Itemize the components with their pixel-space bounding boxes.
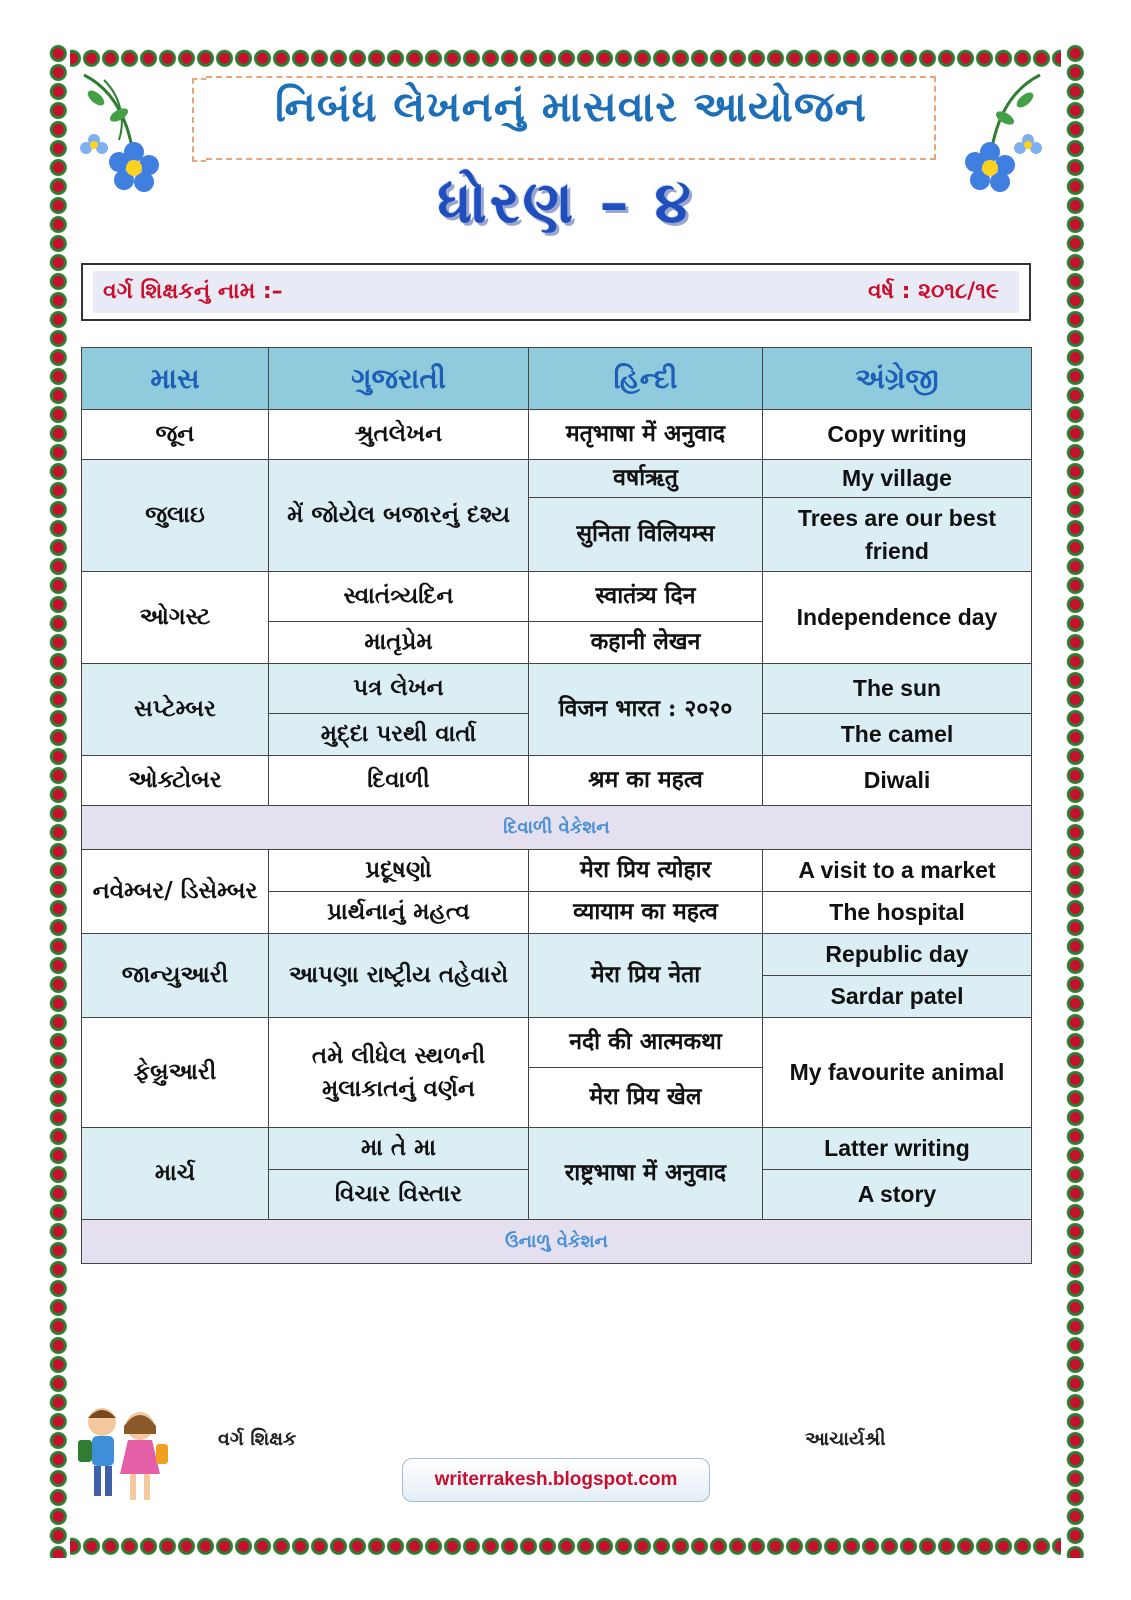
english-topic: Copy writing [763, 410, 1032, 460]
month-cell: ઓગસ્ટ [82, 572, 269, 664]
hindi-topic: विजन भारत : २०२० [529, 664, 763, 756]
hindi-topic: मतृभाषा में अनुवाद [529, 410, 763, 460]
month-cell: માર્ચ [82, 1128, 269, 1220]
table-header-row [82, 348, 1032, 410]
english-topic: Latter writing [763, 1128, 1032, 1170]
gujarati-topic: માતૃપ્રેમ [269, 622, 529, 664]
gujarati-topic: આપણા રાષ્ટ્રીય તહેવારો [269, 934, 529, 1018]
month-cell: નવેમ્બર/ ડિસેમ્બર [82, 850, 269, 934]
year-label: વર્ષ : ૨૦૧૮/૧૯ [868, 279, 999, 304]
info-bar-inner [93, 271, 1019, 313]
table-row [82, 460, 1032, 498]
table-row [82, 1018, 1032, 1068]
decorative-border-right [1061, 44, 1087, 1558]
hindi-topic: कहानी लेखन [529, 622, 763, 664]
decorative-border-bottom [44, 1532, 1087, 1558]
gujarati-topic: પ્રાર્થનાનું મહત્વ [269, 892, 529, 934]
table-row [82, 410, 1032, 460]
english-topic: Sardar patel [763, 976, 1032, 1018]
english-topic: The hospital [763, 892, 1032, 934]
hindi-topic: सुनिता विलियम्स [529, 498, 763, 572]
english-topic: Diwali [763, 756, 1032, 806]
vacation-row [82, 806, 1032, 850]
english-topic: The sun [763, 664, 1032, 714]
summer-vacation-label: ઉનાળુ વેકેશન [82, 1220, 1032, 1264]
info-bar [81, 263, 1031, 321]
title-bracket [192, 78, 206, 162]
blog-link[interactable]: writerrakesh.blogspot.com [402, 1458, 710, 1502]
hindi-topic: मेरा प्रिय नेता [529, 934, 763, 1018]
table-row [82, 934, 1032, 976]
gujarati-topic: મેં જોયેલ બજારનું દશ્ય [269, 460, 529, 572]
teacher-name-label: વર્ગ શિક્ષકનું નામ :– [103, 279, 283, 304]
english-topic: The camel [763, 714, 1032, 756]
hindi-topic: राष्ट्रभाषा में अनुवाद [529, 1128, 763, 1220]
hindi-topic: स्वातंत्र्य दिन [529, 572, 763, 622]
vacation-row [82, 1220, 1032, 1264]
month-cell: ફેબ્રુઆરી [82, 1018, 269, 1128]
hindi-topic: वर्षाऋतु [529, 460, 763, 498]
gujarati-topic: પ્રદૂષણો [269, 850, 529, 892]
table-row [82, 1128, 1032, 1170]
english-topic: My favourite animal [763, 1018, 1032, 1128]
standard-title: ધોરણ – ૪ [437, 168, 694, 236]
month-cell: ઓક્ટોબર [82, 756, 269, 806]
class-teacher-signature: વર્ગ શિક્ષક [218, 1428, 297, 1450]
table-row [82, 664, 1032, 714]
children-illustration-icon [72, 1400, 172, 1510]
header-english: અંગ્રેજી [763, 348, 1032, 410]
hindi-topic: व्यायाम का महत्व [529, 892, 763, 934]
diwali-vacation-label: દિવાળી વેકેશન [82, 806, 1032, 850]
english-topic: My village [763, 460, 1032, 498]
header-gujarati: ગુજરાતી [269, 348, 529, 410]
month-cell: જાન્યુઆરી [82, 934, 269, 1018]
hindi-topic: नदी की आत्मकथा [529, 1018, 763, 1068]
gujarati-topic: મુદ્દા પરથી વાર્તા [269, 714, 529, 756]
english-topic: A story [763, 1170, 1032, 1220]
gujarati-topic: શ્રુતલેખન [269, 410, 529, 460]
header-hindi: હિન્દી [529, 348, 763, 410]
hindi-topic: मेरा प्रिय त्योहार [529, 850, 763, 892]
english-topic: A visit to a market [763, 850, 1032, 892]
title-box [206, 76, 936, 160]
hindi-topic: मेरा प्रिय खेल [529, 1068, 763, 1128]
gujarati-topic: તમે લીધેલ સ્થળની મુલાકાતનું વર્ણન [269, 1018, 529, 1128]
decorative-border-top [44, 44, 1087, 70]
english-topic: Trees are our best friend [763, 498, 1032, 572]
monthly-plan-table [81, 347, 1032, 1264]
page-title: નિબંધ લેખનનું માસવાર આયોજન [275, 82, 867, 131]
gujarati-topic: પત્ર લેખન [269, 664, 529, 714]
month-cell: જુલાઇ [82, 460, 269, 572]
month-cell: સપ્ટેમ્બર [82, 664, 269, 756]
table-row [82, 756, 1032, 806]
gujarati-topic: વિચાર વિસ્તાર [269, 1170, 529, 1220]
header-month: માસ [82, 348, 269, 410]
table-row [82, 572, 1032, 622]
hindi-topic: श्रम का महत्व [529, 756, 763, 806]
gujarati-topic: મા તે મા [269, 1128, 529, 1170]
table-row [82, 850, 1032, 892]
english-topic: Republic day [763, 934, 1032, 976]
gujarati-topic: સ્વાતંત્ર્યદિન [269, 572, 529, 622]
english-topic: Independence day [763, 572, 1032, 664]
decorative-border-left [44, 44, 70, 1558]
month-cell: જૂન [82, 410, 269, 460]
principal-signature: આચાર્યશ્રી [805, 1428, 886, 1450]
gujarati-topic: દિવાળી [269, 756, 529, 806]
